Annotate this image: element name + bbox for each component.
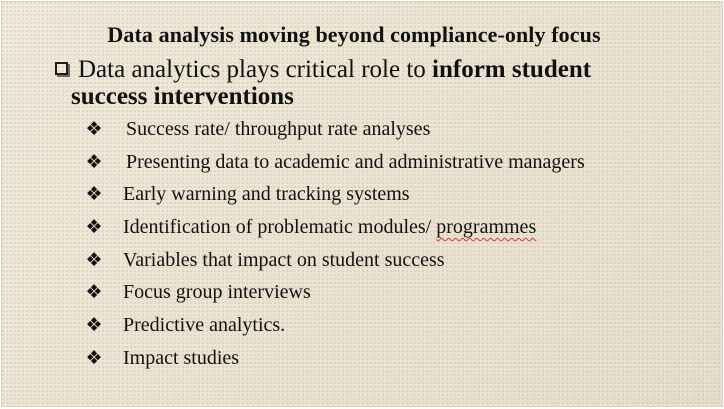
main-bullet-bold-1: inform student xyxy=(432,56,592,83)
diamond-bullet-icon: ❖ xyxy=(85,216,103,239)
main-bullet xyxy=(55,56,675,110)
list-item xyxy=(83,244,683,277)
main-bullet-line-2 xyxy=(71,83,675,110)
spellcheck-word[interactable]: programmes xyxy=(436,216,537,239)
hollow-square-icon xyxy=(55,62,68,75)
list-item-text: Focus group interviews xyxy=(123,281,311,304)
list-item xyxy=(83,113,683,146)
list-item xyxy=(83,211,683,244)
list-item-text-start: Identification of problematic modules/ xyxy=(123,216,437,239)
list-item-text: Early warning and tracking systems xyxy=(123,183,410,206)
diamond-bullet-icon: ❖ xyxy=(85,314,103,337)
diamond-bullet-icon: ❖ xyxy=(85,346,103,369)
list-item xyxy=(83,342,683,375)
list-item-text: Presenting data to academic and administrative managers xyxy=(126,150,585,173)
list-item-text: Predictive analytics. xyxy=(123,314,286,337)
presentation-slide xyxy=(1,1,723,407)
diamond-bullet-icon: ❖ xyxy=(85,183,103,206)
list-item xyxy=(83,146,683,179)
slide-title: Data analysis moving beyond compliance-only focus xyxy=(107,22,601,47)
main-bullet-line-1 xyxy=(78,56,675,83)
list-item-text: Success rate/ throughput rate analyses xyxy=(126,118,431,140)
list-item xyxy=(83,309,683,342)
sub-bullet-list xyxy=(83,113,683,375)
diamond-bullet-icon: ❖ xyxy=(85,281,103,304)
list-item xyxy=(83,178,683,211)
list-item-text: Impact studies xyxy=(123,346,240,369)
diamond-bullet-icon: ❖ xyxy=(85,118,103,140)
list-item-text xyxy=(123,211,536,244)
list-item-text: Variables that impact on student success xyxy=(123,248,445,271)
diamond-bullet-icon: ❖ xyxy=(85,150,103,173)
main-bullet-bold-2: success interventions xyxy=(71,83,294,110)
main-bullet-prefix: Data analytics plays critical role to xyxy=(78,56,433,83)
diamond-bullet-icon: ❖ xyxy=(85,248,103,271)
list-item xyxy=(83,276,683,309)
